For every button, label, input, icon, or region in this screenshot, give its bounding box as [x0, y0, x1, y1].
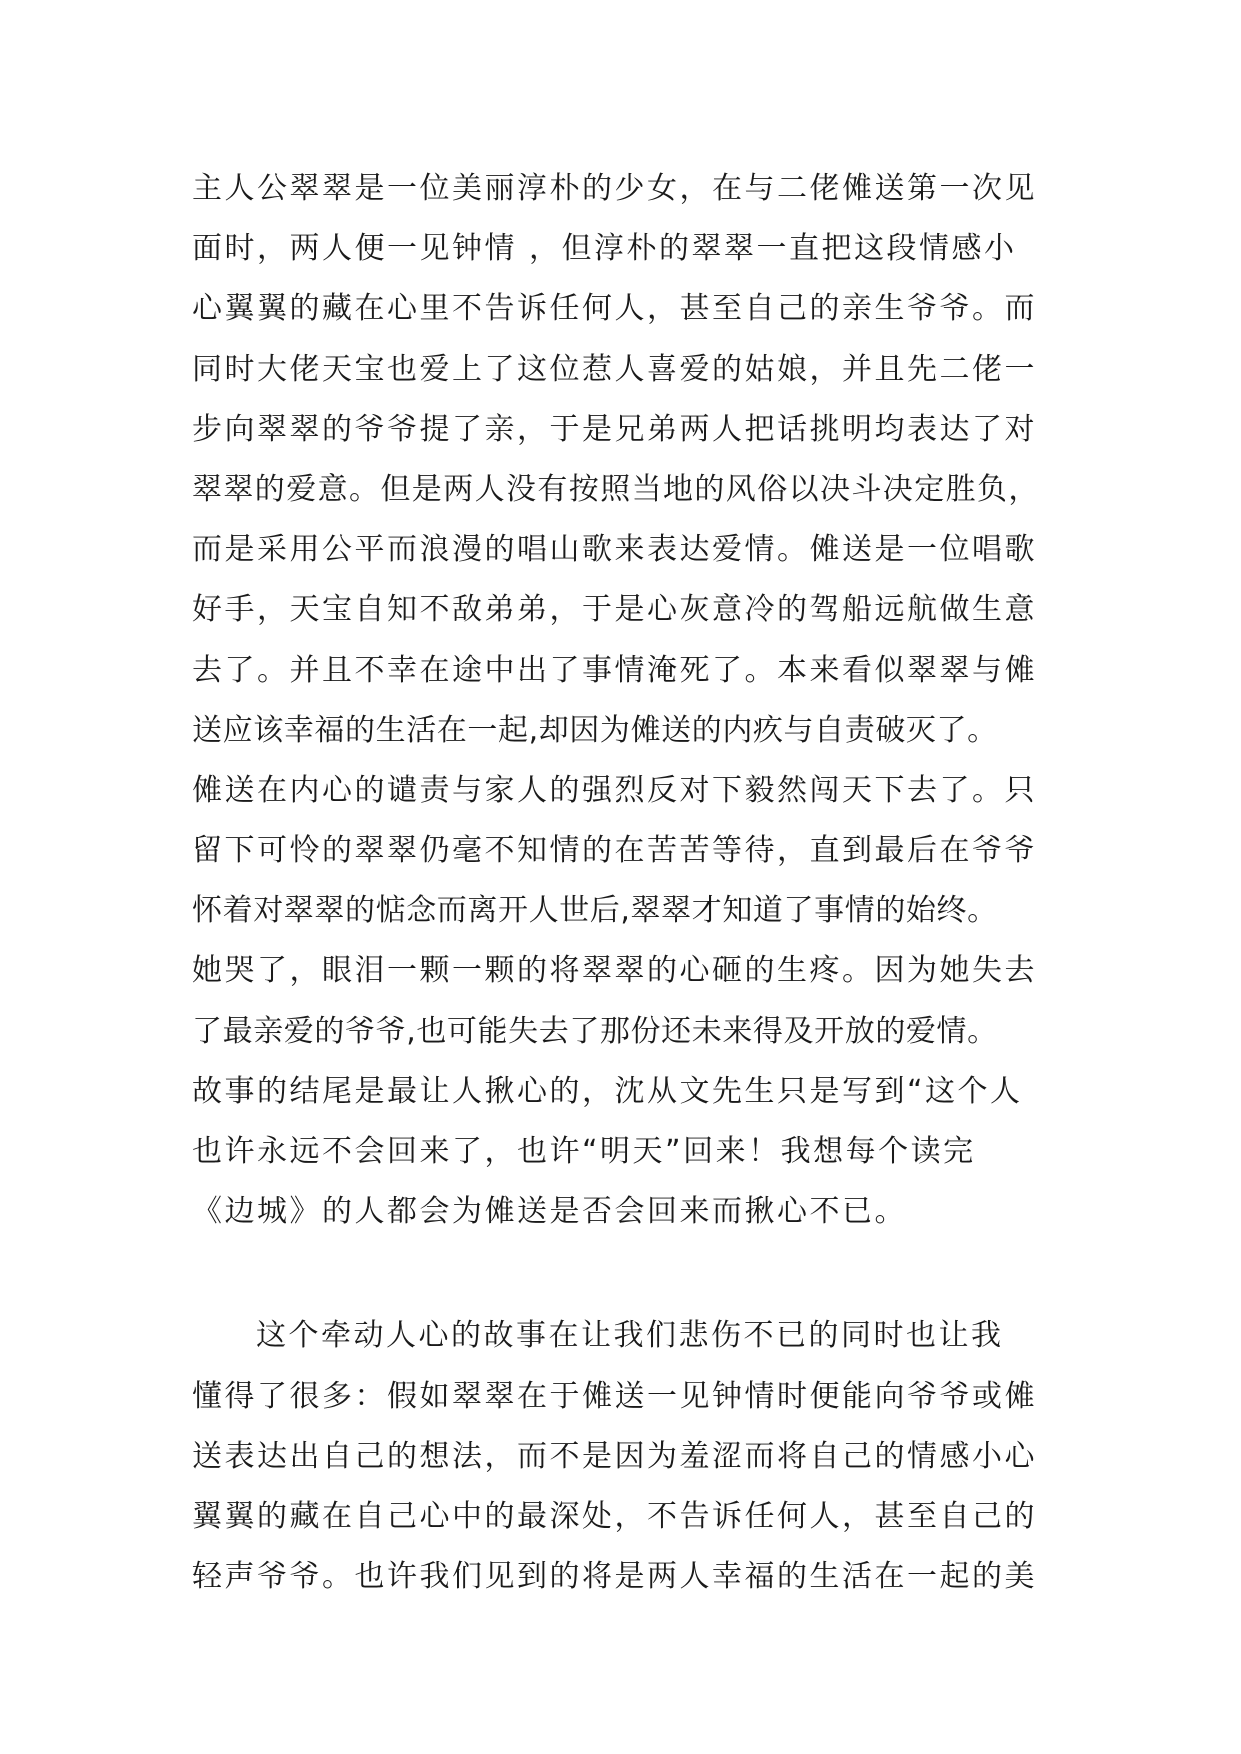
- text-line: 同时大佬天宝也爱上了这位惹人喜爱的姑娘，并且先二佬一: [192, 351, 1037, 387]
- text-line: 怀着对翠翠的惦念而离开人世后,翠翠才知道了事情的始终。: [192, 893, 998, 929]
- text-line: 傩送在内心的谴责与家人的强烈反对下毅然闯天下去了。只: [192, 772, 1037, 808]
- text-line: 而是采用公平而浪漫的唱山歌来表达爱情。傩送是一位唱歌: [192, 532, 1037, 568]
- paragraph-2: [192, 1306, 1052, 1607]
- text-line: 这个牵动人心的故事在让我们悲伤不已的同时也让我: [256, 1318, 1004, 1354]
- paragraph-1: [192, 159, 1052, 1242]
- text-line: 《边城》的人都会为傩送是否会回来而揪心不已。: [192, 1194, 907, 1230]
- text-line: 翼翼的藏在自己心中的最深处，不告诉任何人，甚至自己的: [192, 1498, 1037, 1534]
- text-line: 翠翠的爱意。但是两人没有按照当地的风俗以决斗决定胜负，: [192, 471, 1040, 507]
- text-line: 送应该幸福的生活在一起,却因为傩送的内疚与自责破灭了。: [192, 712, 998, 748]
- text-line: 面时，两人便一见钟情 ，但淳朴的翠翠一直把这段情感小: [192, 231, 1017, 267]
- text-line: 了最亲爱的爷爷,也可能失去了那份还未来得及开放的爱情。: [192, 1013, 998, 1049]
- text-line: 主人公翠翠是一位美丽淳朴的少女，在与二佬傩送第一次见: [192, 171, 1037, 206]
- text-line: 懂得了很多：假如翠翠在于傩送一见钟情时便能向爷爷或傩: [192, 1378, 1037, 1414]
- document-page: [192, 159, 1052, 1607]
- text-line: 心翼翼的藏在心里不告诉任何人，甚至自己的亲生爷爷。而: [192, 291, 1037, 327]
- text-line: 故事的结尾是最让人揪心的，沈从文先生只是写到“这个人: [192, 1073, 1023, 1109]
- text-line: 去了。并且不幸在途中出了事情淹死了。本来看似翠翠与傩: [192, 652, 1037, 688]
- text-line: 送表达出自己的想法，而不是因为羞涩而将自己的情感小心: [192, 1438, 1037, 1474]
- text-line: 也许永远不会回来了，也许“明天”回来！我想每个读完: [192, 1134, 976, 1169]
- text-line: 她哭了，眼泪一颗一颗的将翠翠的心砸的生疼。因为她失去: [192, 953, 1037, 989]
- text-line: 步向翠翠的爷爷提了亲，于是兄弟两人把话挑明均表达了对: [192, 411, 1037, 447]
- paragraph-spacer: [192, 1242, 1052, 1306]
- text-line: 好手，天宝自知不敌弟弟，于是心灰意冷的驾船远航做生意: [192, 592, 1037, 628]
- text-line: 轻声爷爷。也许我们见到的将是两人幸福的生活在一起的美: [192, 1559, 1037, 1595]
- text-line: 留下可怜的翠翠仍毫不知情的在苦苦等待，直到最后在爷爷: [192, 833, 1037, 869]
